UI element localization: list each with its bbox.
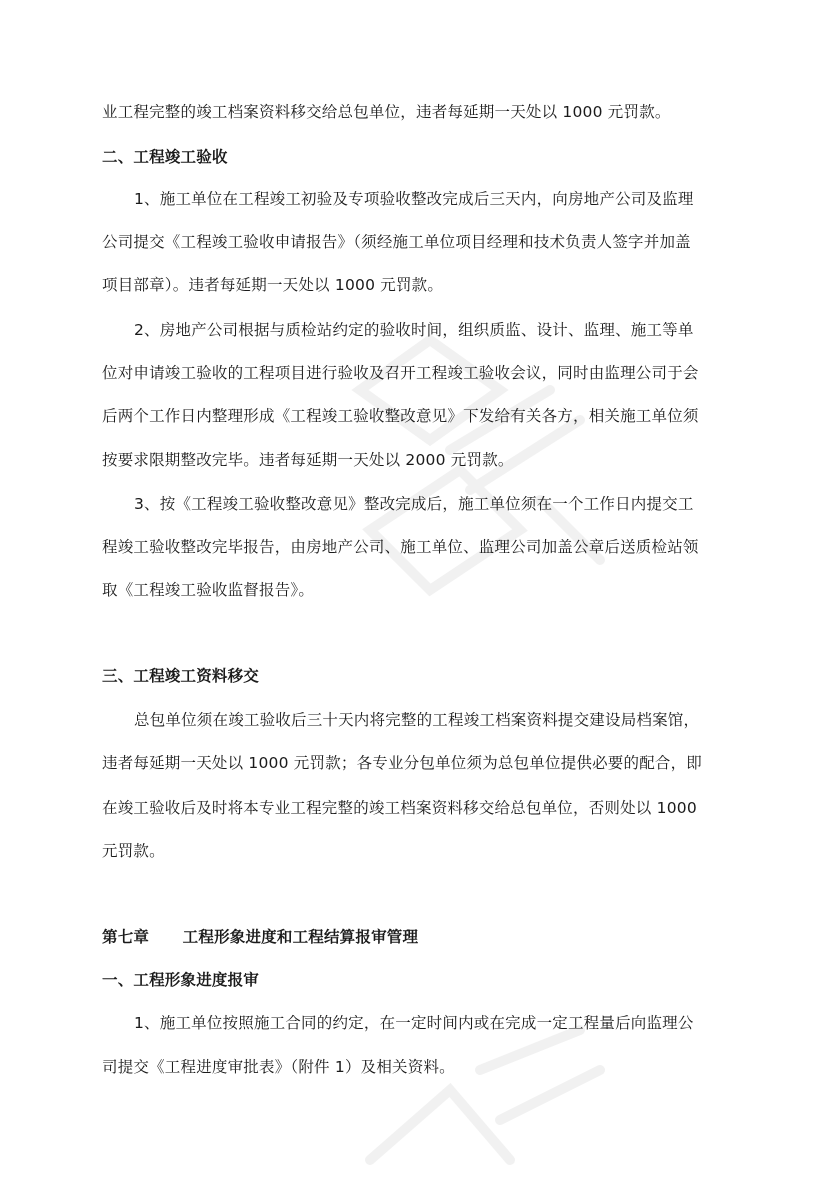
paragraph-line: 项目部章）。违者每延期一天处以 1000 元罚款。: [102, 276, 444, 294]
paragraph-line: 取《工程竣工验收监督报告》。: [102, 581, 315, 599]
chapter-heading: 第七章 工程形象进度和工程结算报审管理: [102, 928, 419, 946]
paragraph-line: 在竣工验收后及时将本专业工程完整的竣工档案资料移交给总包单位，否则处以 1000: [102, 799, 697, 817]
paragraph-line: 业工程完整的竣工档案资料移交给总包单位，违者每延期一天处以 1000 元罚款。: [102, 103, 671, 121]
paragraph-line: 司提交《工程进度审批表》（附件 1）及相关资料。: [102, 1058, 455, 1076]
section-heading: 二、工程竣工验收: [102, 148, 228, 166]
paragraph-line: 违者每延期一天处以 1000 元罚款；各专业分包单位须为总包单位提供必要的配合，即: [102, 754, 703, 772]
paragraph-line: 后两个工作日内整理形成《工程竣工验收整改意见》下发给有关各方，相关施工单位须: [102, 407, 699, 425]
paragraph-line: 1、施工单位按照施工合同的约定，在一定时间内或在完成一定工程量后向监理公: [134, 1014, 694, 1032]
paragraph-line: 2、房地产公司根据与质检站约定的验收时间，组织质监、设计、监理、施工等单: [134, 321, 694, 339]
section-heading: 一、工程形象进度报审: [102, 971, 260, 989]
watermark-icon: [330, 1010, 630, 1180]
paragraph-line: 元罚款。: [102, 842, 165, 860]
paragraph-line: 总包单位须在竣工验收后三十天内将完整的工程竣工档案资料提交建设局档案馆，: [134, 711, 700, 729]
section-heading: 三、工程竣工资料移交: [102, 667, 260, 685]
paragraph-line: 位对申请竣工验收的工程项目进行验收及召开工程竣工验收会议，同时由监理公司于会: [102, 364, 699, 382]
paragraph-line: 公司提交《工程竣工验收申请报告》（须经施工单位项目经理和技术负责人签字并加盖: [102, 233, 691, 251]
paragraph-line: 程竣工验收整改完毕报告，由房地产公司、施工单位、监理公司加盖公章后送质检站领: [102, 538, 699, 556]
paragraph-line: 按要求限期整改完毕。违者每延期一天处以 2000 元罚款。: [102, 451, 514, 469]
paragraph-line: 3、按《工程竣工验收整改意见》整改完成后，施工单位须在一个工作日内提交工: [134, 495, 694, 513]
paragraph-line: 1、施工单位在工程竣工初验及专项验收整改完成后三天内，向房地产公司及监理: [134, 190, 694, 208]
